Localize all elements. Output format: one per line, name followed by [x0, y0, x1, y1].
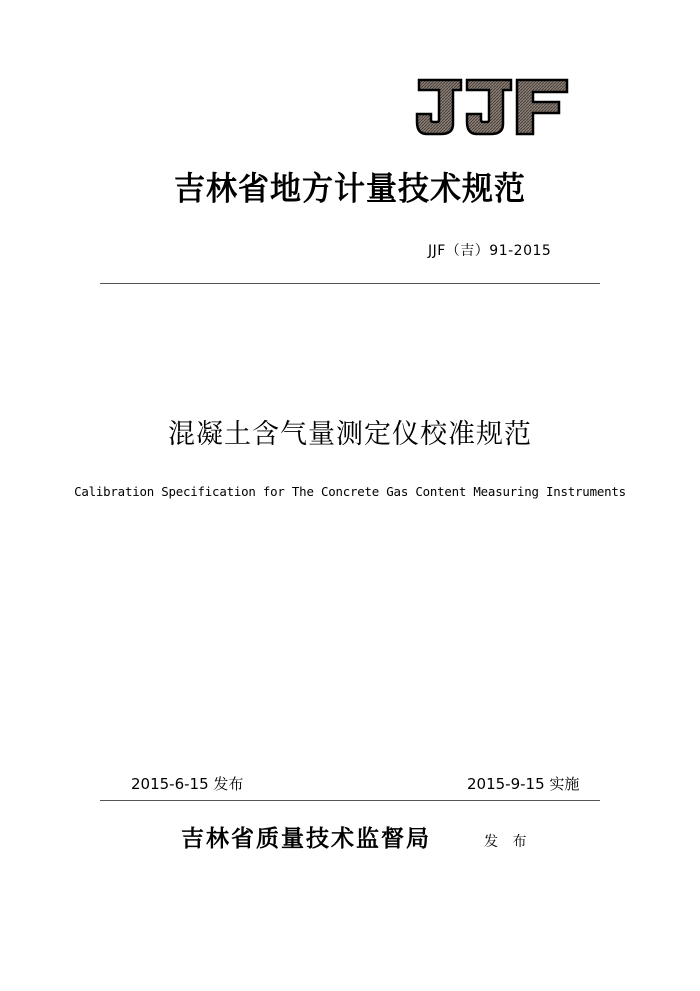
bottom-divider — [100, 800, 600, 801]
jjf-logo — [415, 76, 570, 138]
issuing-authority: 吉林省质量技术监督局 — [181, 825, 431, 852]
issue-date: 2015-6-15 发布 — [131, 775, 244, 793]
series-title: 吉林省地方计量技术规范 — [174, 170, 526, 209]
top-divider — [100, 283, 600, 284]
implementation-date: 2015-9-15 实施 — [467, 775, 580, 793]
standard-code: JJF（吉）91-2015 — [428, 243, 552, 259]
document-title-english: Calibration Specification for The Concrete Gas Content Measuring Instruments — [74, 484, 626, 499]
publish-label: 发 布 — [484, 834, 532, 850]
document-title-chinese: 混凝土含气量测定仪校准规范 — [168, 419, 532, 450]
